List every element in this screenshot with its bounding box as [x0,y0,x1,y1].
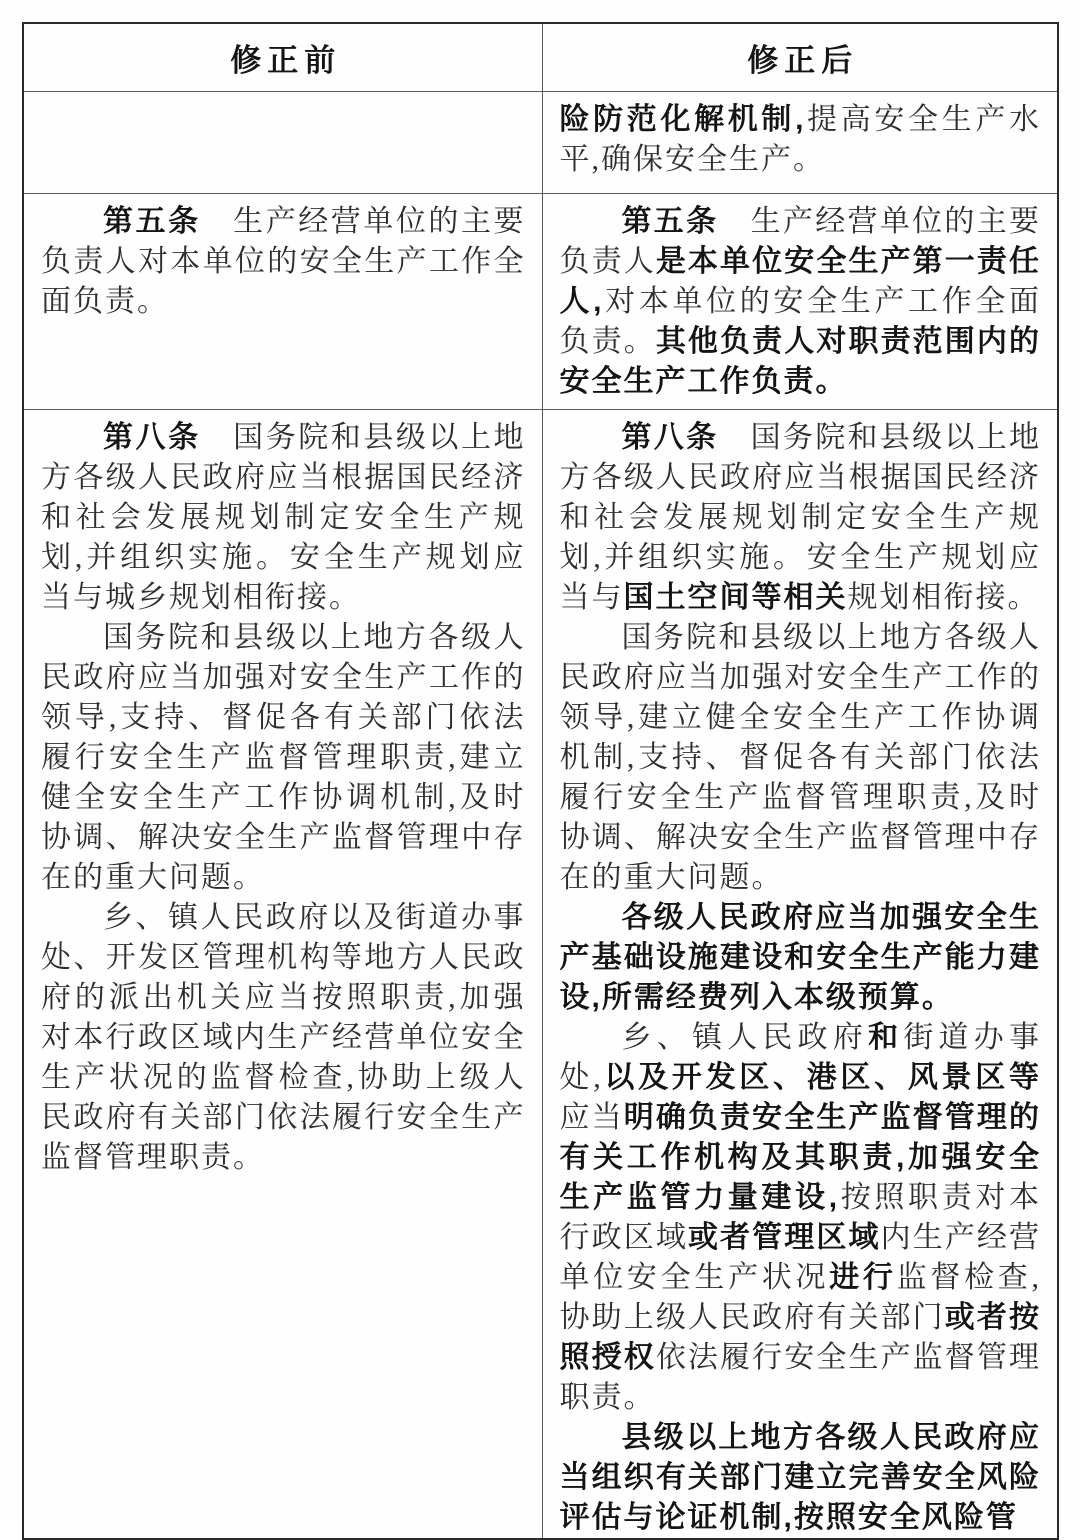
row-continuation [23,91,1058,193]
amended-text-run: 县级以上地方各级人民政府应当组织有关部门建立完善安全风险评估与论证机制,按照安全风险管 [559,1420,1041,1534]
table-body [23,91,1058,1539]
amended-text-run: 进行 [829,1260,897,1294]
paragraph [41,898,526,1178]
text-run: 国务院和县级以上地方各级人民政府应当根据国民经济和社会发展规划制定安全生产规划,并组织实施。安全生产规划应当与 [559,420,1041,614]
paragraph [560,618,1042,898]
amended-text-run: 和 [868,1020,904,1054]
amended-text-run: 是本单位安全生产第一责任人, [559,244,1042,318]
cell-before [23,409,542,1539]
amended-text-run: 明确负责安全生产监督管理的有关工作机构及其职责,加强安全生产监管力量建设, [559,1100,1042,1214]
paragraph [560,1418,1042,1538]
amended-text-run: 第八条 [103,420,201,454]
comparison-table [22,22,1059,1540]
amended-text-run: 险防范化解机制, [559,102,806,136]
cell-before [23,193,542,409]
paragraph [41,202,526,322]
cell-before [23,91,542,193]
paragraph [560,898,1042,1018]
text-run: 依法履行安全生产监督管理职责。 [559,1340,1042,1414]
row-article-8 [23,409,1058,1539]
amended-text-run: 第八条 [621,420,719,454]
cell-after [542,193,1058,409]
text-run: 街道办事处, [559,1020,1042,1094]
amended-text-run: 第五条 [103,204,201,238]
row-article-5 [23,193,1058,409]
amended-text-run: 第五条 [621,204,719,238]
text-run: 对本单位的安全生产工作全面负责。 [559,284,1042,358]
text-run: 应当 [559,1100,624,1134]
amended-text-run: 各级人民政府应当加强安全生产基础设施建设和安全生产能力建设,所需经费列入本级预算。 [559,900,1041,1014]
text-run: 国务院和县级以上地方各级人民政府应当根据国民经济和社会发展规划制定安全生产规划,并组织实施。安全生产规划应当与城乡规划相衔接。 [41,420,526,614]
column-header-after: 修正后 [542,23,1058,91]
text-run: 国务院和县级以上地方各级人民政府应当加强对安全生产工作的领导,支持、督促各有关部门依法履行安全生产监督管理职责,建立健全安全生产工作协调机制,及时协调、解决安全生产监督管理中存在的重大问题。 [41,620,526,894]
paragraph [560,100,1042,180]
cell-after [542,409,1058,1539]
paragraph [560,1018,1042,1418]
cell-after [542,91,1058,193]
text-run: 监督检查,协助上级人民政府有关部门 [559,1260,1042,1334]
paragraph [41,618,526,898]
paragraph [560,202,1042,402]
text-run: 规划相衔接。 [847,580,1040,614]
amended-text-run: 国土空间等相关 [623,580,848,614]
paragraph [560,418,1042,618]
text-run: 生产经营单位的主要负责人 [559,204,1041,278]
amended-text-run: 或者管理区域 [687,1220,881,1254]
amended-text-run: 或者按照授权 [559,1300,1042,1374]
text-run: 乡、镇人民政府以及街道办事处、开发区管理机构等地方人民政府的派出机关应当按照职责,加强对本行政区域内生产经营单位安全生产状况的监督检查,协助上级人民政府有关部门依法履行安全生产监督管理职责。 [41,900,526,1174]
text-run: 按照职责对本行政区域 [559,1180,1042,1254]
amended-text-run: 其他负责人对职责范围内的安全生产工作负责。 [559,324,1042,398]
text-run: 乡、镇人民政府 [621,1020,869,1054]
text-run: 生产经营单位的主要负责人对本单位的安全生产工作全面负责。 [41,204,526,318]
header-row [23,23,1058,91]
text-run: 内生产经营单位安全生产状况 [559,1220,1042,1294]
column-header-before: 修正前 [23,23,542,91]
text-run: 提高安全生产水平,确保安全生产。 [559,102,1041,176]
amended-text-run: 以及开发区、港区、风景区等 [602,1060,1042,1094]
paragraph [41,418,526,618]
text-run: 国务院和县级以上地方各级人民政府应当加强对安全生产工作的领导,建立健全安全生产工作协调机制,支持、督促各有关部门依法履行安全生产监督管理职责,及时协调、解决安全生产监督管理中存在的重大问题。 [559,620,1041,894]
